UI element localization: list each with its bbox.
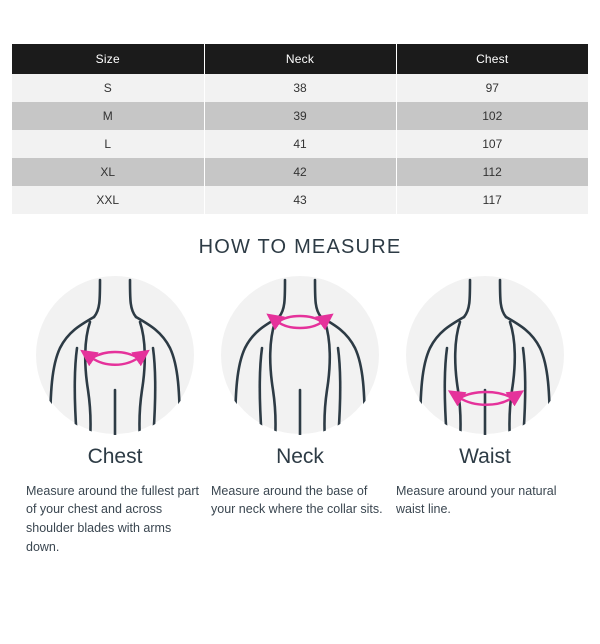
torso-waist-measure-illustration bbox=[400, 270, 570, 440]
table-row bbox=[12, 102, 588, 130]
chest-figure-wrap bbox=[26, 269, 204, 441]
cell-chest: 117 bbox=[396, 186, 588, 214]
card-title-waist: Waist bbox=[459, 445, 511, 468]
card-desc-neck: Measure around the base of your neck where the collar sits. bbox=[211, 483, 383, 517]
table-header-row bbox=[12, 44, 588, 74]
card-desc-chest: Measure around the fullest part of your chest and across shoulder blades with arms down. bbox=[26, 483, 200, 554]
cell-size: L bbox=[12, 130, 204, 158]
measure-cards bbox=[12, 269, 588, 569]
cell-size: XXL bbox=[12, 186, 204, 214]
torso-chest-measure-illustration bbox=[30, 270, 200, 440]
cell-neck: 41 bbox=[204, 130, 396, 158]
cell-size: S bbox=[12, 74, 204, 102]
cell-neck: 43 bbox=[204, 186, 396, 214]
size-chart-table bbox=[12, 44, 588, 214]
card-desc-waist: Measure around your natural waist line. bbox=[396, 483, 557, 517]
table-row bbox=[12, 186, 588, 214]
column-header-neck: Neck bbox=[204, 44, 396, 74]
cell-chest: 107 bbox=[396, 130, 588, 158]
torso-neck-measure-illustration bbox=[215, 270, 385, 440]
table-row bbox=[12, 158, 588, 186]
how-to-measure-title: HOW TO MEASURE bbox=[198, 236, 402, 258]
cell-neck: 42 bbox=[204, 158, 396, 186]
cell-neck: 39 bbox=[204, 102, 396, 130]
cell-size: XL bbox=[12, 158, 204, 186]
measure-card-neck bbox=[211, 269, 389, 569]
card-title-neck: Neck bbox=[276, 445, 324, 468]
cell-size: M bbox=[12, 102, 204, 130]
cell-chest: 112 bbox=[396, 158, 588, 186]
measure-card-chest bbox=[26, 269, 204, 569]
cell-chest: 97 bbox=[396, 74, 588, 102]
column-header-chest: Chest bbox=[396, 44, 588, 74]
card-title-chest: Chest bbox=[87, 445, 143, 468]
cell-chest: 102 bbox=[396, 102, 588, 130]
neck-figure-wrap bbox=[211, 269, 389, 441]
size-guide-page bbox=[0, 44, 600, 644]
column-header-size: Size bbox=[12, 44, 204, 74]
cell-neck: 38 bbox=[204, 74, 396, 102]
table-row bbox=[12, 130, 588, 158]
waist-figure-wrap bbox=[396, 269, 574, 441]
table-row bbox=[12, 74, 588, 102]
measure-card-waist bbox=[396, 269, 574, 569]
